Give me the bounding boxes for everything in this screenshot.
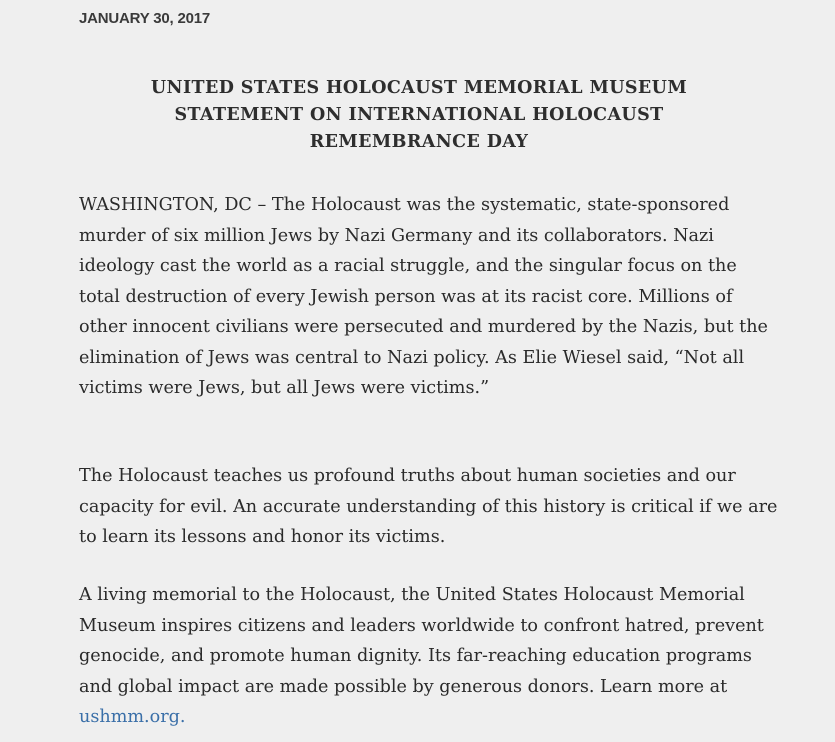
ushmm-link[interactable]: ushmm.org. — [79, 707, 186, 727]
paragraph-intro: WASHINGTON, DC – The Holocaust was the systematic, state-sponsored murder of six million Jews by Nazi Germany and its collaborators. Nazi ideology cast the world as a racial struggle, and the singular focus on the total destruction of every Jewish person was at its racist core. Millions of other innocent civilians were persecuted and murdered by the Nazis, but the elimination of Jews was central to Nazi policy. As Elie Wiesel said, “Not all victims were Jews, but all Jews were victims.” — [79, 195, 768, 398]
release-date: JANUARY 30, 2017 — [79, 10, 211, 27]
paragraph-lessons: The Holocaust teaches us profound truths about human societies and our capacity for evil. An accurate understanding of this history is critical if we are to learn its lessons and honor its victims. — [79, 466, 778, 547]
headline-line-3: REMEMBRANCE DAY — [309, 132, 529, 152]
paragraph-museum-text: A living memorial to the Holocaust, the United States Holocaust Memorial Museum inspires citizens and leaders worldwide to confront hatred, prevent genocide, and promote human dignity. Its far-reaching education programs and global impact are made possible by generous donors. Learn more at — [79, 585, 764, 697]
headline-line-1: UNITED STATES HOLOCAUST MEMORIAL MUSEUM — [150, 78, 688, 98]
paragraph-museum — [79, 580, 779, 733]
headline — [79, 75, 759, 156]
headline-line-2: STATEMENT ON INTERNATIONAL HOLOCAUST — [174, 105, 664, 125]
